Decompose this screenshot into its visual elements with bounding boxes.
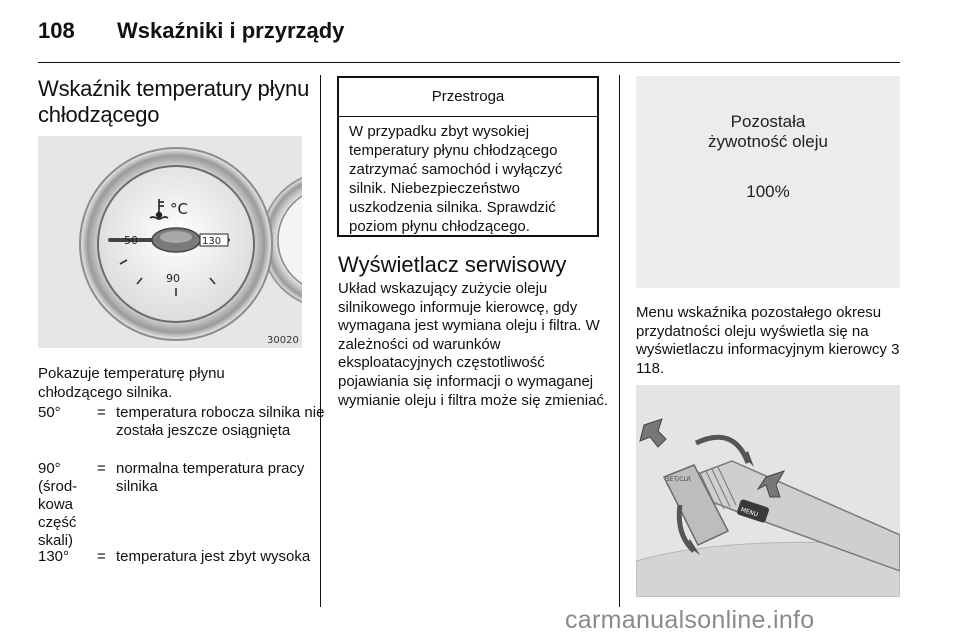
oil-display-line-2: żywotność oleju xyxy=(707,132,828,151)
stalk-label-setclr: SET/CLR xyxy=(666,476,691,483)
caution-text: W przypadku zbyt wysokiej temperatury płynu chłodzącego zatrzymać samochód i wyłączyć silnik. Niebezpieczeństwo uszkodzenia silnika. Sprawdzić poziom płynu chłodzącego. xyxy=(349,123,563,235)
caution-box xyxy=(337,76,599,237)
column-divider-2 xyxy=(619,75,620,607)
caution-title: Przestroga xyxy=(339,78,597,117)
service-display-body: Układ wskazujący zużycie oleju silnikowego informuje kierowcę, gdy wymagana jest wymiana oleju i filtra. W zależności od warunków eksploatacyjnych częstotliwość pojawiania się informacji o wymaganej wymianie oleju i filtra może się zmieniać. xyxy=(338,280,609,409)
stalk-label-menu: MENU xyxy=(739,506,759,519)
wiper-stalk-figure xyxy=(636,385,900,597)
page-reference-icon: 3 xyxy=(891,341,900,359)
legend-equals: = xyxy=(97,460,106,477)
legend-term: 50° xyxy=(38,404,61,421)
legend-equals: = xyxy=(97,548,106,565)
scale-label-130: 130 xyxy=(202,236,222,247)
legend-term: 130° xyxy=(38,548,70,565)
legend-term: 90° (środ-kowa część skali) xyxy=(38,460,78,549)
oil-caption xyxy=(636,304,906,378)
scale-label-50: 50 xyxy=(124,234,138,247)
coolant-section-heading: Wskaźnik temperatury płynu chłodzącego xyxy=(38,76,310,127)
oil-life-value: 100% xyxy=(746,182,790,201)
legend-description: normalna temperatura pracy silnika xyxy=(116,460,305,495)
watermark: carmanualsonline.info xyxy=(565,606,815,634)
page-header-title: Wskaźniki i przyrządy xyxy=(117,18,345,43)
oil-caption-text: Menu wskaźnika pozostałego okresu przydatności oleju wyświetla się na wyświetlaczu informacyjnym kierowcy xyxy=(636,304,887,359)
header-rule xyxy=(38,62,900,63)
coolant-intro-text: Pokazuje temperaturę płynu chłodzącego silnika. xyxy=(38,365,225,401)
scale-label-90: 90 xyxy=(166,272,180,285)
coolant-gauge-figure xyxy=(38,136,302,348)
page-number: 108 xyxy=(38,18,75,43)
oil-display-line-1: Pozostała xyxy=(730,112,806,131)
legend-equals: = xyxy=(97,404,106,421)
oil-life-display-figure xyxy=(636,76,900,288)
celsius-symbol: °C xyxy=(170,200,188,218)
legend-description: temperatura jest zbyt wysoka xyxy=(116,548,311,565)
service-display-heading: Wyświetlacz serwisowy xyxy=(338,252,567,277)
legend-description: temperatura robocza silnika nie została jeszcze osiągnięta xyxy=(116,404,325,439)
page-reference-link[interactable]: 118. xyxy=(636,359,665,377)
figure-id: 30020 xyxy=(267,335,299,346)
column-divider-1 xyxy=(320,75,321,607)
stalk-illustration xyxy=(636,385,900,597)
coolant-gauge-illustration xyxy=(38,136,302,348)
